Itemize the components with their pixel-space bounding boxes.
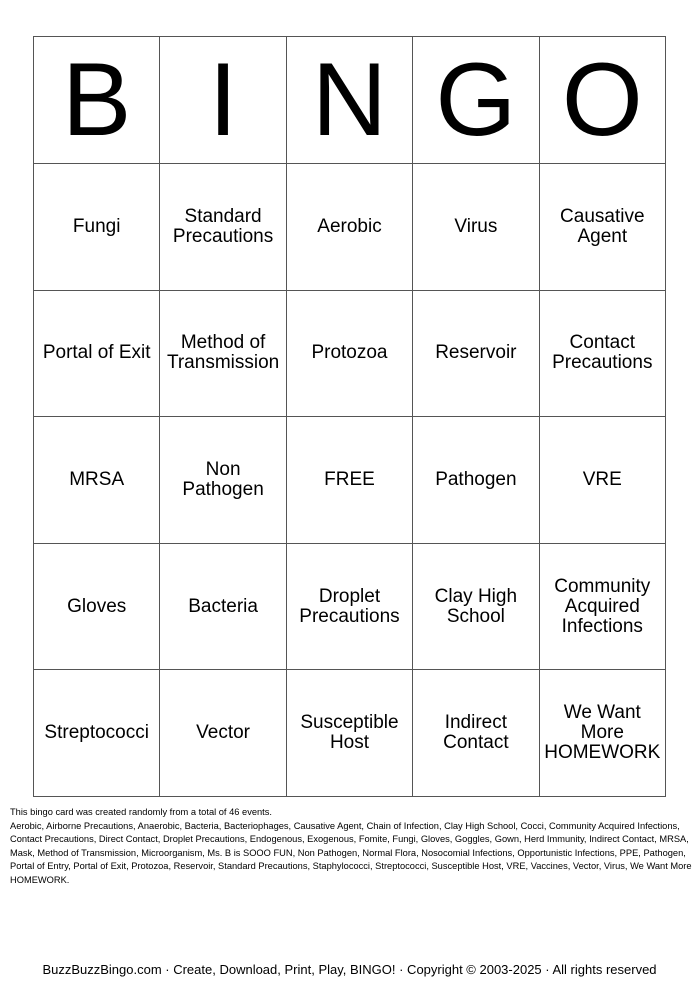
bingo-cell: Indirect Contact bbox=[413, 670, 539, 797]
bingo-cell: Gloves bbox=[34, 543, 160, 670]
bingo-cell: Portal of Exit bbox=[34, 290, 160, 417]
header-letter-n: N bbox=[286, 37, 412, 164]
header-letter-b: B bbox=[34, 37, 160, 164]
bingo-card bbox=[33, 36, 666, 797]
bingo-cell: Community Acquired Infections bbox=[539, 543, 665, 670]
free-space-cell: FREE bbox=[286, 417, 412, 544]
bingo-row bbox=[34, 417, 666, 544]
bingo-cell: Non Pathogen bbox=[160, 417, 286, 544]
bingo-cell: Aerobic bbox=[286, 164, 412, 291]
bingo-cell: Vector bbox=[160, 670, 286, 797]
bingo-cell: Clay High School bbox=[413, 543, 539, 670]
bingo-cell: Bacteria bbox=[160, 543, 286, 670]
header-letter-i: I bbox=[160, 37, 286, 164]
bingo-cell: Virus bbox=[413, 164, 539, 291]
event-list: Aerobic, Airborne Precautions, Anaerobic, Bacteria, Bacteriophages, Causative Agent, Chain of Infection, Clay High School, Cocci, Community Acquired Infections, Contact Precautions, Direct Contact, Droplet Precautions, Endogenous, Exogenous, Fomite, Fungi, Gloves, Goggles, Gown, Herd Immunity, Indirect Contact, MRSA, Mask, Method of Transmission, Microorganism, Ms. B is SOOO FUN, Non Pathogen, Normal Flora, Nosocomial Infections, Opportunistic Infections, PPE, Pathogen, Portal of Entry, Portal of Exit, Protozoa, Reservoir, Standard Precautions, Staphylococci, Streptococci, Susceptible Host, VRE, Vaccines, Vector, Virus, We Want More HOMEWORK. bbox=[10, 820, 692, 885]
header-letter-o: O bbox=[539, 37, 665, 164]
bingo-cell: Pathogen bbox=[413, 417, 539, 544]
bingo-cell: Standard Precautions bbox=[160, 164, 286, 291]
bingo-row bbox=[34, 543, 666, 670]
bingo-row bbox=[34, 290, 666, 417]
bingo-cell: Protozoa bbox=[286, 290, 412, 417]
bingo-cell: Reservoir bbox=[413, 290, 539, 417]
card-info bbox=[10, 806, 694, 887]
bingo-cell: Fungi bbox=[34, 164, 160, 291]
footer-credits: BuzzBuzzBingo.com · Create, Download, Print, Play, BINGO! · Copyright © 2003-2025 · All rights reserved bbox=[42, 962, 657, 977]
header-letter-g: G bbox=[413, 37, 539, 164]
bingo-row bbox=[34, 164, 666, 291]
bingo-cell: Causative Agent bbox=[539, 164, 665, 291]
bingo-cell: We Want More HOMEWORK bbox=[539, 670, 665, 797]
bingo-cell: Contact Precautions bbox=[539, 290, 665, 417]
bingo-cell: VRE bbox=[539, 417, 665, 544]
bingo-cell: Droplet Precautions bbox=[286, 543, 412, 670]
bingo-row bbox=[34, 670, 666, 797]
bingo-cell: Streptococci bbox=[34, 670, 160, 797]
bingo-cell: Susceptible Host bbox=[286, 670, 412, 797]
bingo-cell: Method of Transmission bbox=[160, 290, 286, 417]
card-info-intro: This bingo card was created randomly from a total of 46 events. bbox=[10, 807, 272, 817]
bingo-cell: MRSA bbox=[34, 417, 160, 544]
bingo-header-row bbox=[34, 37, 666, 164]
